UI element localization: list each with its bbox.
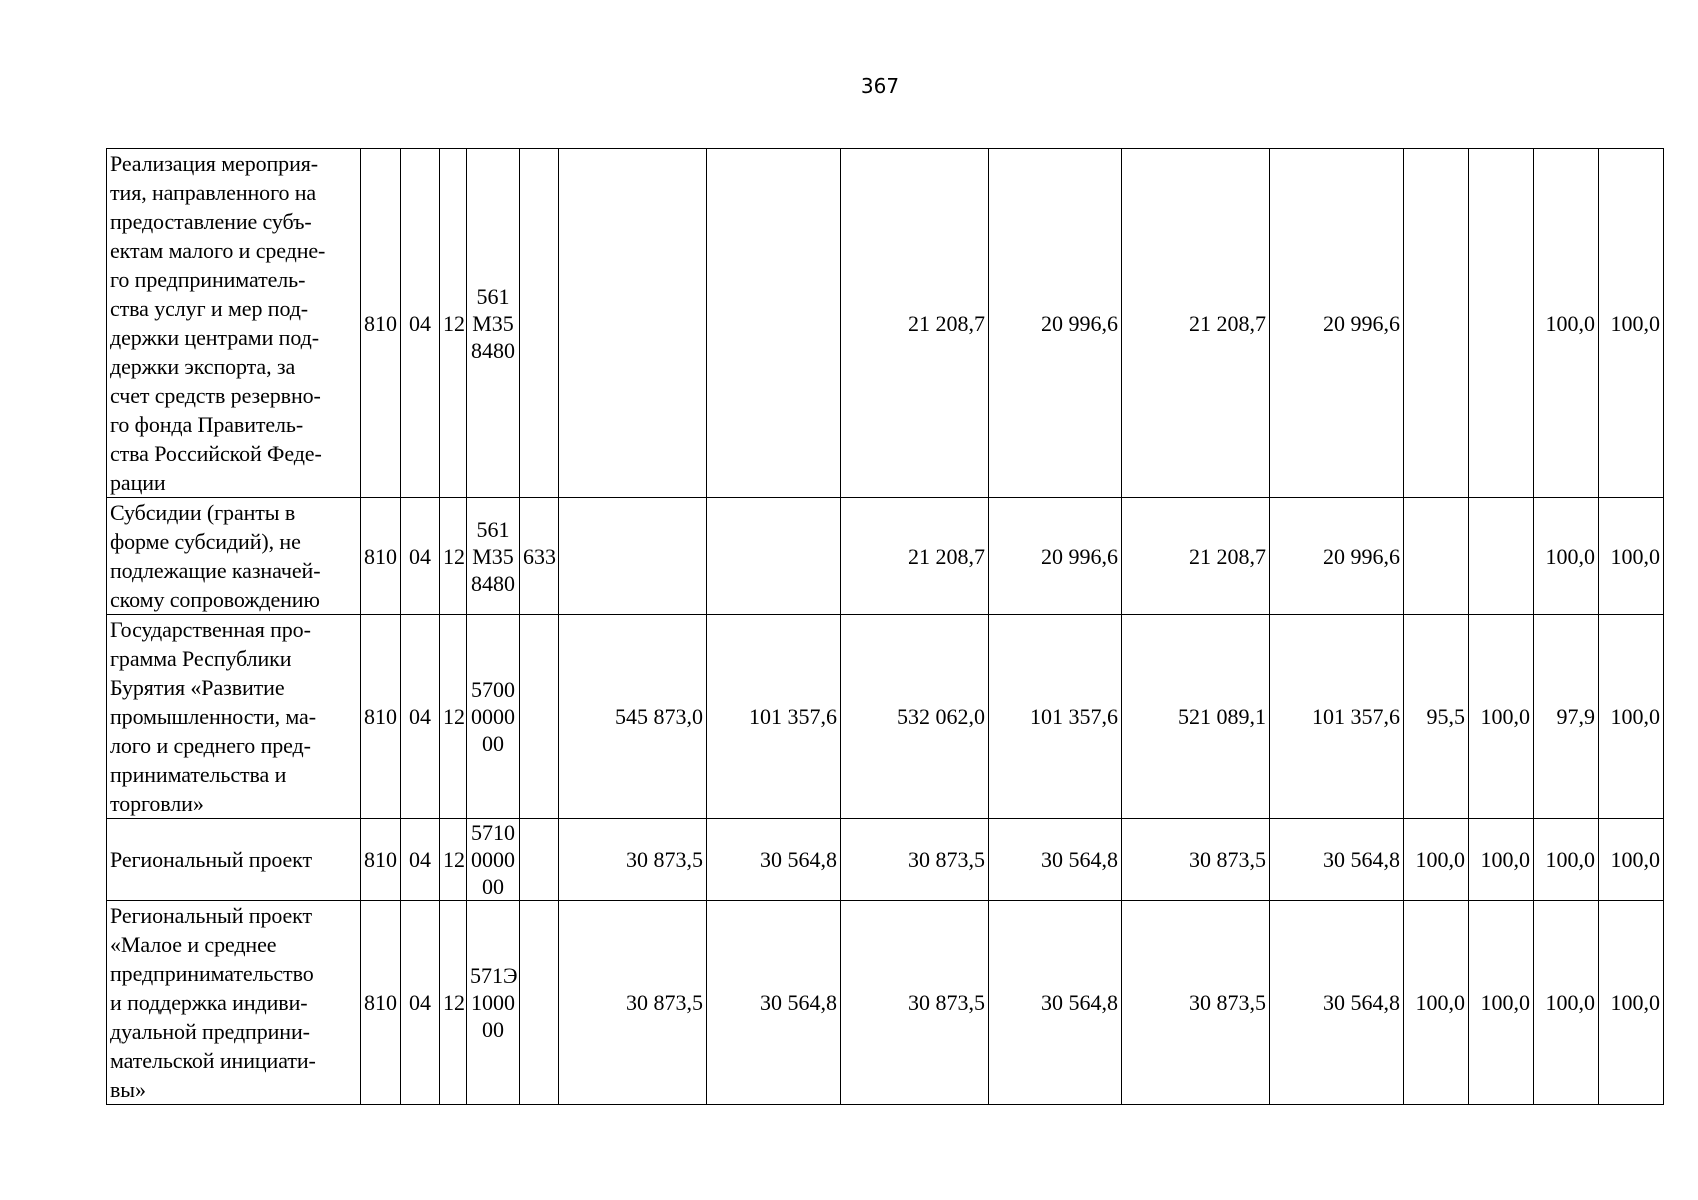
subsection-code: 12 [440,819,467,901]
percent-cell: 97,9 [1534,615,1599,819]
amount-cell: 101 357,6 [1270,615,1404,819]
ved-code: 810 [361,149,401,498]
subsection-code: 12 [440,615,467,819]
percent-cell: 100,0 [1599,149,1664,498]
amount-cell: 30 873,5 [841,819,989,901]
row-name: Региональный проект [107,819,361,901]
amount-cell: 30 564,8 [989,901,1122,1105]
amount-cell: 101 357,6 [707,615,841,819]
expense-type-code [520,149,559,498]
percent-cell: 100,0 [1534,149,1599,498]
row-name: Субсидии (гранты в форме субсидий), не подлежащие казначей- скому сопровождению [107,498,361,615]
expense-type-code [520,615,559,819]
ved-code: 810 [361,498,401,615]
section-code: 04 [401,615,440,819]
amount-cell: 20 996,6 [989,498,1122,615]
subsection-code: 12 [440,498,467,615]
percent-cell [1404,498,1469,615]
ved-code: 810 [361,819,401,901]
expense-type-code: 633 [520,498,559,615]
table-row [107,615,1664,819]
percent-cell: 95,5 [1404,615,1469,819]
target-article-code: 571Э 1000 00 [467,901,520,1105]
amount-cell: 20 996,6 [989,149,1122,498]
section-code: 04 [401,819,440,901]
percent-cell: 100,0 [1599,819,1664,901]
amount-cell: 30 873,5 [559,901,707,1105]
amount-cell: 545 873,0 [559,615,707,819]
target-article-code: 5700 0000 00 [467,615,520,819]
row-name: Реализация мероприя- тия, направленного на предоставление субъ- ектам малого и средне- го предприниматель- ства услуг и мер под- держки центрами под- держки экспорта, за счет средств резервно- го фонда Правитель- ства Российской Феде- рации [107,149,361,498]
page-number: 367 [860,74,900,98]
row-name: Региональный проект «Малое и среднее предпринимательство и поддержка индиви- дуальной предприни- мательской инициати- вы» [107,901,361,1105]
percent-cell: 100,0 [1404,901,1469,1105]
expense-type-code [520,901,559,1105]
ved-code: 810 [361,615,401,819]
amount-cell: 30 564,8 [989,819,1122,901]
expense-type-code [520,819,559,901]
percent-cell: 100,0 [1534,901,1599,1105]
target-article-code: 561 М35 8480 [467,498,520,615]
budget-table [106,148,1664,1105]
amount-cell: 21 208,7 [841,498,989,615]
amount-cell: 20 996,6 [1270,149,1404,498]
table-row [107,819,1664,901]
percent-cell: 100,0 [1534,819,1599,901]
percent-cell: 100,0 [1469,901,1534,1105]
amount-cell: 30 873,5 [841,901,989,1105]
ved-code: 810 [361,901,401,1105]
percent-cell [1469,498,1534,615]
amount-cell: 532 062,0 [841,615,989,819]
amount-cell: 30 564,8 [707,901,841,1105]
amount-cell [559,149,707,498]
percent-cell [1404,149,1469,498]
percent-cell: 100,0 [1469,819,1534,901]
percent-cell: 100,0 [1404,819,1469,901]
table-row [107,901,1664,1105]
amount-cell [707,149,841,498]
table-row [107,498,1664,615]
amount-cell: 30 564,8 [1270,901,1404,1105]
amount-cell: 30 564,8 [707,819,841,901]
percent-cell: 100,0 [1599,498,1664,615]
percent-cell: 100,0 [1469,615,1534,819]
target-article-code: 5710 0000 00 [467,819,520,901]
amount-cell: 101 357,6 [989,615,1122,819]
row-name: Государственная про- грамма Республики Бурятия «Развитие промышленности, ма- лого и среднего пред- принимательства и торговли» [107,615,361,819]
amount-cell: 30 564,8 [1270,819,1404,901]
percent-cell: 100,0 [1599,901,1664,1105]
subsection-code: 12 [440,149,467,498]
section-code: 04 [401,498,440,615]
amount-cell: 21 208,7 [841,149,989,498]
subsection-code: 12 [440,901,467,1105]
amount-cell: 30 873,5 [559,819,707,901]
amount-cell: 20 996,6 [1270,498,1404,615]
target-article-code: 561 М35 8480 [467,149,520,498]
section-code: 04 [401,149,440,498]
amount-cell: 21 208,7 [1122,498,1270,615]
amount-cell: 21 208,7 [1122,149,1270,498]
amount-cell: 30 873,5 [1122,819,1270,901]
section-code: 04 [401,901,440,1105]
percent-cell [1469,149,1534,498]
percent-cell: 100,0 [1599,615,1664,819]
amount-cell: 521 089,1 [1122,615,1270,819]
amount-cell: 30 873,5 [1122,901,1270,1105]
amount-cell [559,498,707,615]
table-row [107,149,1664,498]
percent-cell: 100,0 [1534,498,1599,615]
amount-cell [707,498,841,615]
